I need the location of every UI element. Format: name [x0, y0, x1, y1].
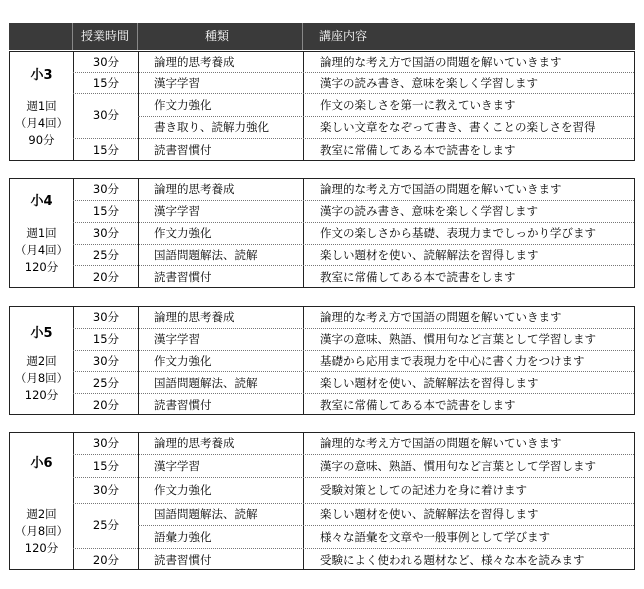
row-content: 作文の楽しさから基礎、表現力までしっかり学びます	[320, 226, 596, 240]
grade-name: 小4	[30, 194, 53, 209]
schedule-monthly: （月8回）	[14, 371, 69, 385]
row-divider	[138, 525, 634, 526]
row-type: 語彙力強化	[154, 530, 212, 544]
row-minutes: 25分	[92, 248, 120, 262]
row-content: 様々な語彙を文章や一般事例として学びます	[320, 530, 550, 544]
row-divider	[73, 93, 634, 94]
row-divider	[73, 503, 634, 504]
row-minutes: 20分	[92, 398, 120, 412]
row-content: 作文の楽しさを第一に教えていきます	[320, 98, 516, 112]
row-type: 国語問題解法、読解	[154, 248, 258, 262]
row-type: 論理的思考養成	[154, 436, 235, 450]
row-content: 論理的な考え方で国語の問題を解いていきます	[320, 436, 562, 450]
header-class-time: 授業時間	[81, 29, 130, 43]
schedule-frequency: 週2回	[26, 354, 57, 368]
grade-schedule	[10, 353, 73, 404]
row-content: 楽しい題材を使い、読解解法を習得します	[320, 376, 539, 390]
row-minutes: 30分	[92, 310, 120, 324]
row-type: 読書習慣付	[154, 398, 212, 412]
row-type: 漢字学習	[154, 204, 200, 218]
row-content: 受験対策としての記述力を身に着けます	[320, 483, 527, 497]
row-divider	[73, 548, 634, 549]
grade-block-4	[9, 178, 635, 288]
row-divider	[73, 350, 634, 351]
row-minutes: 30分	[92, 354, 120, 368]
header-divider	[72, 23, 73, 50]
schedule-duration: 120分	[24, 541, 59, 555]
schedule-duration: 120分	[24, 260, 59, 274]
column-divider	[138, 179, 139, 287]
row-divider	[73, 265, 634, 266]
grade-name: 小3	[30, 68, 53, 83]
grade-name: 小5	[30, 326, 53, 341]
row-divider	[73, 454, 634, 455]
row-minutes: 20分	[92, 553, 120, 567]
row-content: 楽しい題材を使い、読解解法を習得します	[320, 507, 539, 521]
row-minutes: 25分	[92, 376, 120, 390]
row-content: 論理的な考え方で国語の問題を解いていきます	[320, 55, 562, 69]
row-divider	[73, 371, 634, 372]
column-divider	[138, 52, 139, 160]
schedule-frequency: 週2回	[26, 507, 57, 521]
column-divider	[303, 179, 304, 287]
header-type: 種類	[205, 29, 230, 43]
row-content: 楽しい題材を使い、読解解法を習得します	[320, 248, 539, 262]
row-type: 国語問題解法、読解	[154, 376, 258, 390]
schedule-duration: 120分	[24, 388, 59, 402]
row-minutes: 25分	[92, 518, 120, 532]
row-type: 読書習慣付	[154, 143, 212, 157]
header-divider	[302, 23, 303, 50]
grade-schedule	[10, 506, 73, 557]
row-type: 書き取り、読解力強化	[154, 120, 269, 134]
row-content: 論理的な考え方で国語の問題を解いていきます	[320, 182, 562, 196]
row-content: 漢字の読み書き、意味を楽しく学習します	[320, 204, 539, 218]
schedule-frequency: 週1回	[26, 99, 57, 113]
grade-schedule	[10, 98, 73, 149]
grade-block-3	[9, 51, 635, 161]
row-divider	[73, 328, 634, 329]
schedule-monthly: （月8回）	[14, 524, 69, 538]
row-type: 漢字学習	[154, 76, 200, 90]
row-minutes: 30分	[92, 226, 120, 240]
row-minutes: 15分	[92, 143, 120, 157]
row-type: 作文力強化	[154, 483, 212, 497]
row-divider	[73, 138, 634, 139]
row-divider	[73, 200, 634, 201]
row-content: 楽しい文章をなぞって書き、書くことの楽しさを習得	[320, 120, 596, 134]
row-type: 論理的思考養成	[154, 55, 235, 69]
row-type: 読書習慣付	[154, 553, 212, 567]
row-divider	[73, 72, 634, 73]
row-divider	[138, 116, 634, 117]
row-type: 論理的思考養成	[154, 310, 235, 324]
row-type: 作文力強化	[154, 226, 212, 240]
row-minutes: 15分	[92, 459, 120, 473]
row-minutes: 30分	[92, 483, 120, 497]
row-divider	[73, 222, 634, 223]
row-content: 教室に常備してある本で読書をします	[320, 143, 516, 157]
row-divider	[73, 393, 634, 394]
row-type: 作文力強化	[154, 354, 212, 368]
row-type: 読書習慣付	[154, 270, 212, 284]
row-type: 国語問題解法、読解	[154, 507, 258, 521]
row-minutes: 15分	[92, 332, 120, 346]
row-content: 基礎から応用まで表現力を中心に書く力をつけます	[320, 354, 585, 368]
row-type: 漢字学習	[154, 332, 200, 346]
row-minutes: 20分	[92, 270, 120, 284]
row-type: 漢字学習	[154, 459, 200, 473]
row-content: 論理的な考え方で国語の問題を解いていきます	[320, 310, 562, 324]
grade-block-5	[9, 306, 635, 415]
row-content: 漢字の意味、熟語、慣用句など言葉として学習します	[320, 332, 596, 346]
grade-name: 小6	[30, 456, 53, 471]
row-type: 作文力強化	[154, 98, 212, 112]
column-divider	[303, 307, 304, 414]
row-content: 受験によく使われる題材など、様々な本を読みます	[320, 553, 585, 567]
row-type: 論理的思考養成	[154, 182, 235, 196]
header-divider	[137, 23, 138, 50]
row-content: 漢字の読み書き、意味を楽しく学習します	[320, 76, 539, 90]
row-divider	[73, 477, 634, 478]
row-minutes: 15分	[92, 204, 120, 218]
grade-schedule	[10, 225, 73, 276]
header-course-content: 講座内容	[319, 29, 368, 43]
row-minutes: 30分	[92, 436, 120, 450]
row-content: 教室に常備してある本で読書をします	[320, 270, 516, 284]
schedule-duration: 90分	[28, 133, 55, 147]
row-minutes: 30分	[92, 108, 120, 122]
grade-block-6	[9, 432, 635, 570]
row-minutes: 15分	[92, 76, 120, 90]
schedule-monthly: （月4回）	[14, 243, 69, 257]
row-minutes: 30分	[92, 55, 120, 69]
row-divider	[73, 244, 634, 245]
column-divider	[138, 307, 139, 414]
row-minutes: 30分	[92, 182, 120, 196]
schedule-monthly: （月4回）	[14, 116, 69, 130]
row-content: 教室に常備してある本で読書をします	[320, 398, 516, 412]
column-divider	[303, 52, 304, 160]
schedule-frequency: 週1回	[26, 226, 57, 240]
row-content: 漢字の意味、熟語、慣用句など言葉として学習します	[320, 459, 596, 473]
table-header	[9, 23, 635, 50]
